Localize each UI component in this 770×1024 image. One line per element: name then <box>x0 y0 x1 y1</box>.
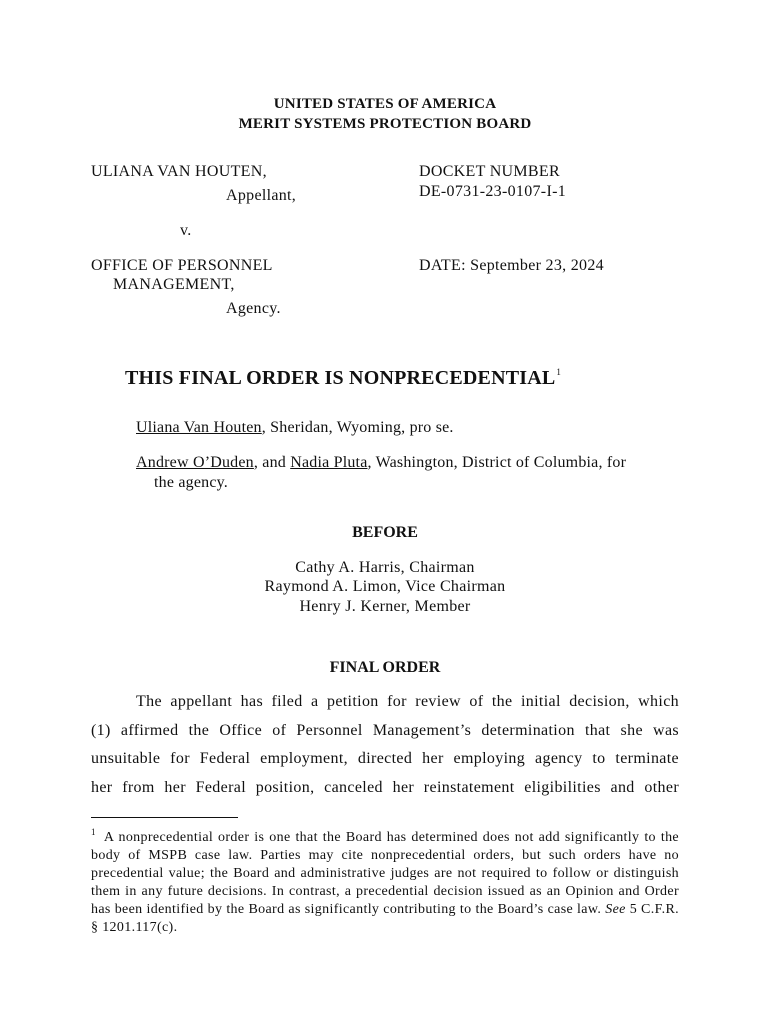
body-line-2: (1) affirmed the Office of Personnel Management’s determination that she was <box>91 721 679 739</box>
agency-rep-1: Andrew O’Duden <box>136 454 254 471</box>
footnote-see-signal: See <box>605 902 626 917</box>
versus: v. <box>180 222 192 239</box>
footnote <box>91 823 679 937</box>
footnote-divider <box>91 817 238 818</box>
agency-name-line2: MANAGEMENT, <box>113 276 235 293</box>
final-order-body <box>91 688 679 802</box>
board-member-chairman: Cathy A. Harris, Chairman <box>295 559 475 576</box>
docket-number: DE-0731-23-0107-I-1 <box>419 183 566 200</box>
appellant-counsel-name: Uliana Van Houten <box>136 419 262 436</box>
order-title-text: THIS FINAL ORDER IS NONPRECEDENTIAL <box>125 367 556 389</box>
header-country: UNITED STATES OF AMERICA <box>273 96 497 112</box>
order-title <box>125 367 561 390</box>
agency-role: Agency. <box>226 300 281 317</box>
appellant-counsel-location: , Sheridan, Wyoming, pro se. <box>261 419 454 436</box>
final-order-heading: FINAL ORDER <box>329 659 441 676</box>
body-line-1: The appellant has filed a petition for review of the initial decision, which <box>136 693 679 710</box>
appellant-role: Appellant, <box>226 187 297 204</box>
before-heading: BEFORE <box>352 524 418 541</box>
board-member-vice-chairman: Raymond A. Limon, Vice Chairman <box>264 578 506 595</box>
body-line-3: unsuitable for Federal employment, directed her employing agency to terminate <box>91 750 679 768</box>
board-member-member: Henry J. Kerner, Member <box>299 598 471 615</box>
body-line-4: her from her Federal position, canceled her reinstatement eligibilities and other <box>91 778 679 796</box>
appellant-counsel <box>136 418 454 438</box>
docket-label: DOCKET NUMBER <box>419 163 560 180</box>
header-board: MERIT SYSTEMS PROTECTION BOARD <box>238 116 532 132</box>
agency-rep-separator: , and <box>253 454 291 471</box>
title-footnote-ref: 1 <box>556 367 562 377</box>
agency-counsel-location: , Washington, District of Columbia, for <box>367 454 627 471</box>
decision-date: DATE: September 23, 2024 <box>419 257 604 274</box>
footnote-citation: 5 C.F.R. § 1201.117(c). <box>91 902 679 935</box>
agency-rep-2: Nadia Pluta <box>290 454 368 471</box>
footnote-text: A nonprecedential order is one that the Board has determined does not add significantly to the body of MSPB case law. Parties may cite nonprecedential orders, but such orders have no precedential value; the Board and administrative judges are not required to follow or distinguish them in any future decisions. In contrast, a precedential decision issued as an Opinion and Order has been identified by the Board as significantly contributing to the Board’s case law. <box>91 830 679 917</box>
appellant-name: ULIANA VAN HOUTEN, <box>91 163 267 180</box>
agency-counsel-line2: the agency. <box>154 474 229 491</box>
footnote-marker: 1 <box>91 827 96 837</box>
agency-name-line1: OFFICE OF PERSONNEL <box>91 257 273 274</box>
agency-counsel <box>136 453 626 473</box>
